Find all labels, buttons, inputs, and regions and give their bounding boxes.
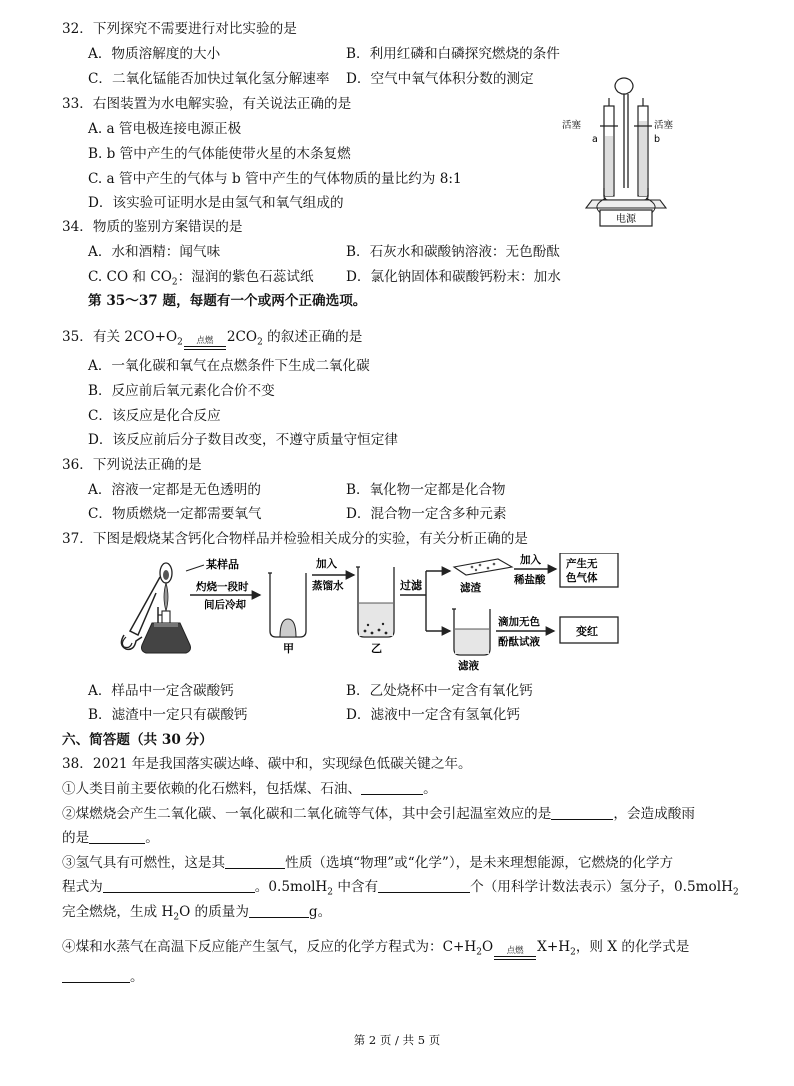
q38-p4-condition: 点燃: [506, 946, 524, 956]
q38-part2-cont: [62, 829, 159, 847]
q35-option-b: B．反应前后氧元素化合价不变: [88, 383, 275, 399]
q35-option-a: A．一氧化碳和氧气在点燃条件下生成二氧化碳: [88, 358, 370, 374]
calcination-figure: [100, 553, 630, 675]
q32-option-b: B．利用红磷和白磷探究燃烧的条件: [346, 46, 560, 62]
q37-option-c: B．滤渣中一定只有碳酸钙: [88, 707, 248, 723]
answer-blank-mass[interactable]: [249, 903, 309, 918]
q38-p3c-sub: 2: [173, 912, 180, 923]
residue-label: 滤渣: [460, 582, 481, 594]
q36-option-c: C．物质燃烧一定都需要氧气: [88, 506, 262, 522]
q38-p3c-pre: 完全燃烧，生成 H: [62, 904, 174, 920]
q38-p4-end: ，则 X 的化学式是: [575, 939, 690, 955]
q34-option-d: D．氯化钠固体和碳酸钙粉末：加水: [346, 269, 561, 285]
step1-label-b: 间后冷却: [204, 599, 246, 611]
q38-p4-sub: 2: [476, 947, 483, 958]
q38-p2-mid: ，会造成酸雨: [613, 806, 695, 822]
q38-part3: [62, 854, 673, 872]
q35-option-d: D．该反应前后分子数目改变，不遵守质量守恒定律: [88, 432, 398, 448]
q38-p4-sub2: 2: [570, 947, 576, 958]
sample-label: 某样品: [206, 558, 239, 571]
q38-equals: [494, 947, 536, 960]
filter-label: 过滤: [400, 579, 422, 592]
q38-p2b-end: 。: [145, 830, 159, 846]
q38-part1: [62, 780, 437, 798]
result2-label: 变红: [576, 625, 598, 638]
answer-blank-fuel[interactable]: [361, 780, 423, 795]
step2-label-a: 加入: [316, 558, 337, 570]
section-6-title: 六、简答题（共 30 分）: [62, 732, 213, 748]
result1-label-b: 色气体: [566, 572, 598, 584]
q34-option-a: A．水和酒精：闻气味: [88, 244, 221, 260]
q32-option-c: C．二氧化锰能否加快过氧化氢分解速率: [88, 71, 330, 87]
q37-stem: 37．下图是煅烧某含钙化合物样品并检验相关成分的实验，有关分析正确的是: [62, 531, 528, 547]
q35-equals: [184, 337, 226, 350]
q38-part4-cont: [62, 968, 144, 986]
q38-p3-mid: 性质（选填“物理”或“化学”），是未来理想能源，它燃烧的化学方: [285, 855, 674, 871]
answer-blank-property[interactable]: [225, 854, 285, 869]
q37-option-d: D．滤液中一定含有氢氧化钙: [346, 707, 521, 723]
section-note: 第 35～37 题，每题有一个或两个正确选项。: [88, 293, 367, 309]
q33-option-d: D．该实验可证明水是由氢气和氧气组成的: [88, 195, 344, 211]
step1-label-a: 灼烧一段时: [196, 581, 249, 593]
answer-blank-equation[interactable]: [103, 878, 255, 893]
q38-p3c-mid: O 的质量为: [179, 904, 249, 920]
answer-blank-greenhouse[interactable]: [551, 805, 613, 820]
q34-c-post: ：湿润的紫色石蕊试纸: [177, 269, 314, 285]
q32-stem: 32．下列探究不需要进行对比实验的是: [62, 21, 297, 37]
q38-p3b-mid3: 个（用科学计数法表示）氢分子，0.5molH: [470, 879, 733, 895]
q38-p1-end: 。: [423, 781, 437, 797]
q38-p2b-text: 的是: [62, 830, 90, 846]
q38-p4-o: O: [482, 939, 494, 955]
beaker-jia-label: 甲: [283, 642, 294, 655]
q38-p3b-mid2: 中含有: [333, 879, 379, 895]
q38-p3-text: ③氢气具有可燃性，这是其: [62, 855, 226, 871]
phen-label-a: 滴加无色: [498, 616, 540, 628]
step2-label-b: 蒸馏水: [312, 580, 344, 592]
q34-c-sub: 2: [171, 277, 178, 288]
q36-option-b: B．氧化物一定都是化合物: [346, 482, 506, 498]
q38-stem: 38．2021 年是我国落实碳达峰、碳中和，实现绿色低碳关键之年。: [62, 756, 472, 772]
q36-stem: 36．下列说法正确的是: [62, 457, 202, 473]
q38-p3b-sub1: 2: [327, 887, 334, 898]
q38-part2: [62, 805, 695, 823]
acid-label-a: 加入: [520, 554, 541, 566]
q34-option-b: B．石灰水和碳酸钠溶液：无色酚酞: [346, 244, 560, 260]
q38-part3-cont: [62, 878, 739, 902]
q38-p4-post: X+H: [537, 939, 571, 955]
answer-blank-molecules[interactable]: [378, 878, 470, 893]
q35-sub1: 2: [177, 337, 183, 348]
q34-c-pre: C. CO 和 CO: [88, 269, 172, 285]
q36-option-a: A．溶液一定都是无色透明的: [88, 482, 261, 498]
q32-option-d: D．空气中氧气体积分数的测定: [346, 71, 534, 87]
q38-p1-text: ①人类目前主要依赖的化石燃料，包括煤、石油、: [62, 781, 362, 797]
q38-p3b-mid1: 。0.5molH: [254, 879, 328, 895]
tube-b-label: b: [654, 134, 661, 145]
filtrate-label: 滤液: [458, 660, 479, 672]
tube-a-label: a: [592, 134, 598, 145]
q38-part4: [62, 938, 689, 962]
q35-option-c: C．该反应是化合反应: [88, 408, 221, 424]
q38-p4-pre: ④煤和水蒸气在高温下反应能产生氢气，反应的化学方程式为：C+H: [62, 939, 477, 955]
q38-p2-text: ②煤燃烧会产生二氧化碳、一氧化碳和二氧化硫等气体，其中会引起温室效应的是: [62, 806, 552, 822]
q34-option-c: [88, 268, 314, 292]
answer-blank-acid-rain[interactable]: [89, 829, 145, 844]
right-valve-label: 活塞: [654, 120, 674, 131]
q33-stem: 33．右图装置为水电解实验，有关说法正确的是: [62, 96, 352, 112]
beaker-yi-label: 乙: [371, 642, 382, 655]
q35-stem: [62, 328, 362, 352]
left-valve-label: 活塞: [562, 120, 582, 131]
q37-option-a: A．样品中一定含碳酸钙: [88, 683, 234, 699]
q35-stem-post: 的叙述正确的是: [262, 329, 363, 345]
q33-option-a: A. a 管电极连接电源正极: [88, 121, 242, 137]
q38-p3c-end: g。: [308, 904, 332, 920]
page-footer: 第 2 页 / 共 5 页: [353, 1033, 441, 1047]
q37-option-b: B．乙处烧杯中一定含有氧化钙: [346, 683, 533, 699]
q38-p3b-sub2: 2: [732, 887, 739, 898]
q33-option-c: C. a 管中产生的气体与 b 管中产生的气体物质的量比约为 8:1: [88, 171, 462, 187]
q38-p3b-pre: 程式为: [62, 879, 103, 895]
q38-p4b-end: 。: [130, 969, 144, 985]
answer-blank-formula-x[interactable]: [62, 968, 130, 983]
q35-sub2: 2: [257, 337, 263, 348]
acid-label-b: 稀盐酸: [514, 574, 546, 586]
phen-label-b: 酚酞试液: [498, 636, 540, 648]
q35-stem-pre: 35．有关 2CO+O: [62, 329, 178, 345]
result1-label-a: 产生无: [566, 558, 598, 570]
q33-option-b: B. b 管中产生的气体能使带火星的木条复燃: [88, 146, 351, 162]
power-label: 电源: [616, 214, 636, 225]
q35-condition: 点燃: [196, 336, 214, 346]
q38-part3-end: [62, 903, 331, 927]
q35-stem-mid: 2CO: [226, 329, 258, 345]
electrolysis-figure: [556, 76, 686, 228]
q36-option-d: D．混合物一定含多种元素: [346, 506, 507, 522]
q34-stem: 34．物质的鉴别方案错误的是: [62, 219, 243, 235]
q32-option-a: A．物质溶解度的大小: [88, 46, 221, 62]
